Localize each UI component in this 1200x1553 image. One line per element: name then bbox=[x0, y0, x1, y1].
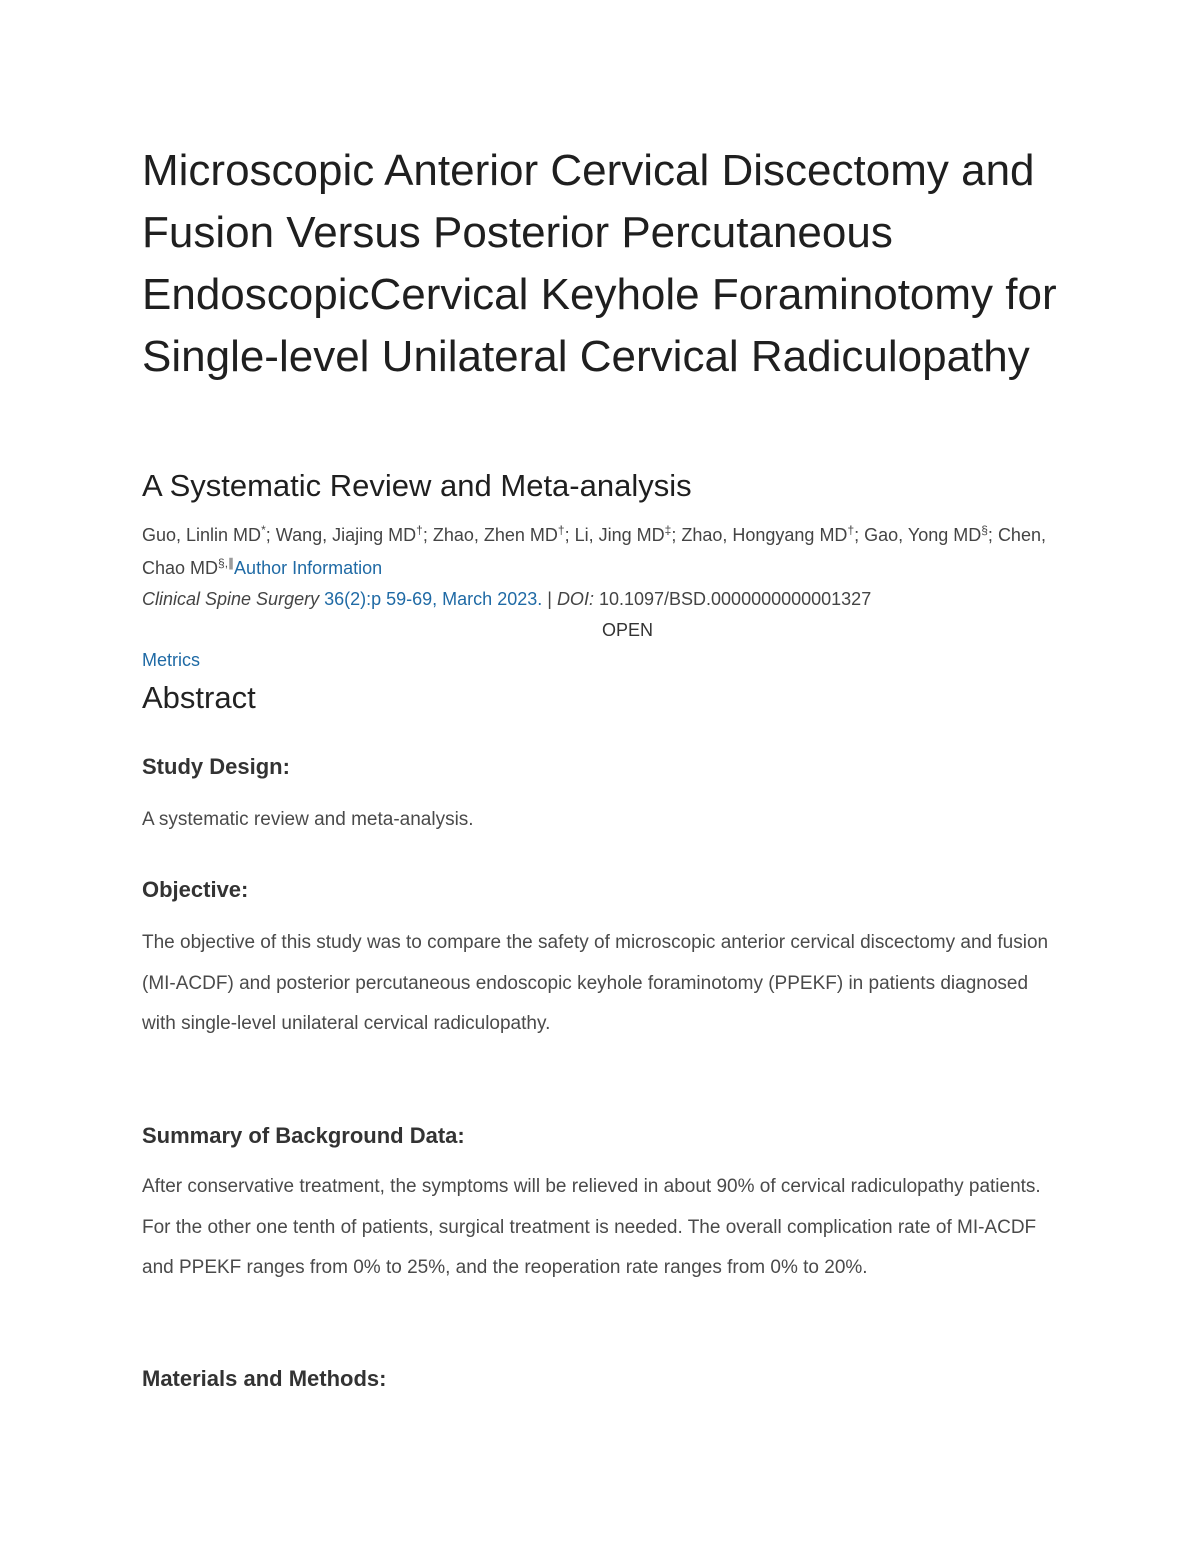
author-separator: ; bbox=[854, 525, 865, 545]
author-affiliation-mark: ‡ bbox=[664, 523, 672, 537]
author-information-link[interactable]: Author Information bbox=[234, 558, 383, 578]
author-name: Gao, Yong MD bbox=[864, 525, 982, 545]
author-name: Wang, Jiajing MD bbox=[275, 525, 417, 545]
author-affiliation-mark: * bbox=[261, 523, 266, 537]
issue-link[interactable]: 36(2):p 59-69, March 2023. bbox=[324, 589, 543, 609]
doi-label: DOI: bbox=[556, 589, 594, 609]
author-name: Guo, Linlin MD bbox=[142, 525, 262, 545]
article-title: Microscopic Anterior Cervical Discectomy and Fusion Versus Posterior Percutaneous EndoscopicCervical Keyhole Foraminotomy for Single-level Unilateral Cervical Radiculopathy bbox=[142, 146, 1057, 381]
section-body-objective: The objective of this study was to compare the safety of microscopic anterior cervical discectomy and fusion (MI-ACDF) and posterior percutaneous endoscopic keyhole foraminotomy (PPEKF) in patients diagnosed with single-level unilateral cervical radiculopathy. bbox=[142, 932, 1049, 1034]
author-affiliation-mark: † bbox=[847, 523, 855, 537]
open-access-badge: OPEN bbox=[602, 620, 654, 640]
author-list bbox=[142, 519, 1062, 585]
section-body-background: After conservative treatment, the symptoms will be relieved in about 90% of cervical radiculopathy patients. For the other one tenth of patients, surgical treatment is needed. The overall complication rate of MI-ACDF and PPEKF ranges from 0% to 25%, and the reoperation rate ranges from 0% to 20%. bbox=[142, 1176, 1041, 1278]
author-separator: ; bbox=[564, 525, 575, 545]
section-heading-materials-methods: Materials and Methods: bbox=[142, 1366, 387, 1391]
author-affiliation-mark: §,∥ bbox=[218, 556, 235, 570]
author-name: Zhao, Hongyang MD bbox=[681, 525, 848, 545]
author-affiliation-mark: † bbox=[557, 523, 565, 537]
metrics-link[interactable]: Metrics bbox=[142, 650, 200, 670]
doi-value: 10.1097/BSD.0000000000001327 bbox=[593, 589, 872, 609]
author-separator: ; bbox=[422, 525, 433, 545]
article-subtitle: A Systematic Review and Meta-analysis bbox=[142, 468, 692, 503]
citation-separator: | bbox=[542, 589, 557, 609]
section-body-study-design: A systematic review and meta-analysis. bbox=[142, 809, 474, 830]
section-heading-study-design: Study Design: bbox=[142, 754, 290, 779]
abstract-heading: Abstract bbox=[142, 680, 256, 715]
author-affiliation-mark: † bbox=[416, 523, 423, 537]
journal-name: Clinical Spine Surgery bbox=[142, 589, 320, 609]
author-separator: ; bbox=[987, 525, 998, 545]
author-name: Li, Jing MD bbox=[574, 525, 665, 545]
section-heading-objective: Objective: bbox=[142, 877, 249, 902]
citation-line bbox=[142, 586, 1062, 612]
author-separator: ; bbox=[671, 525, 682, 545]
author-affiliation-mark: § bbox=[981, 523, 988, 537]
author-separator: ; bbox=[265, 525, 276, 545]
author-name: Chen, Chao MD bbox=[142, 525, 1046, 578]
author-name: Zhao, Zhen MD bbox=[432, 525, 558, 545]
section-heading-background: Summary of Background Data: bbox=[142, 1123, 465, 1148]
